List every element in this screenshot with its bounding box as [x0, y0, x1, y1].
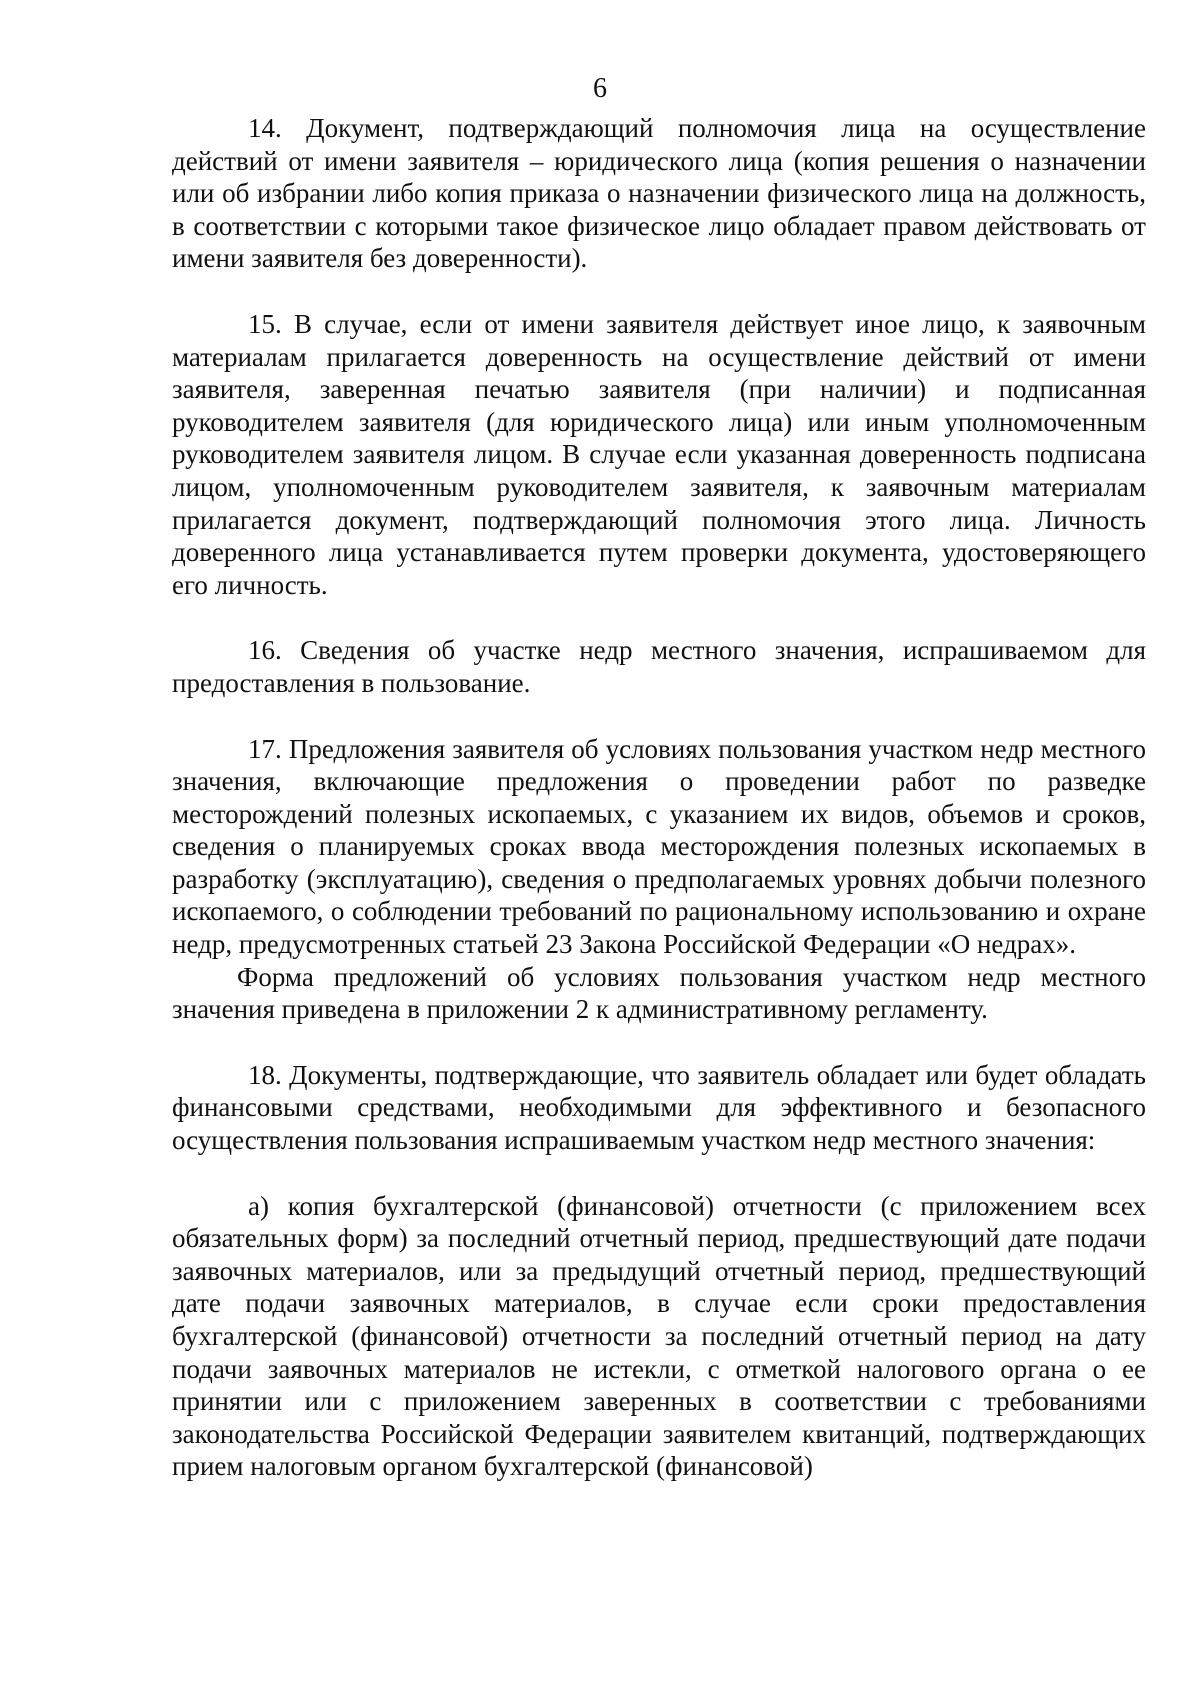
paragraph-18: 18. Документы, подтверждающие, что заявитель обладает или будет обладать финансовыми средствами, необходимыми для эффективного и безопасного осуществления пользования испрашиваемым участком недр местного значения:	[172, 1059, 1146, 1156]
paragraph-15: 15. В случае, если от имени заявителя действует иное лицо, к заявочным материалам прилагается доверенность на осуществление действий от имени заявителя, заверенная печатью заявителя (при наличии) и подписанная руководителем заявителя (для юридического лица) или иным уполномоченным руководителем заявителя лицом. В случае если указанная доверенность подписана лицом, уполномоченным руководителем заявителя, к заявочным материалам прилагается документ, подтверждающий полномочия этого лица. Личность доверенного лица устанавливается путем проверки документа, удостоверяющего его личность.	[172, 308, 1146, 600]
paragraph-17: 17. Предложения заявителя об условиях пользования участком недр местного значения, включающие предложения о проведении работ по разведке месторождений полезных ископаемых, с указанием их видов, объемов и сроков, сведения о планируемых сроках ввода месторождения полезных ископаемых в разработку (эксплуатацию), сведения о предполагаемых уровнях добычи полезного ископаемого, о соблюдении требований по рациональному использованию и охране недр, предусмотренных статьей 23 Закона Российской Федерации «О недрах».	[172, 733, 1146, 960]
page-number: 6	[593, 73, 607, 104]
document-body	[172, 112, 1146, 1483]
paragraph-14: 14. Документ, подтверждающий полномочия лица на осуществление действий от имени заявителя – юридического лица (копия решения о назначении или об избрании либо копия приказа о назначении физического лица на должность, в соответствии с которыми такое физическое лицо обладает правом действовать от имени заявителя без доверенности).	[172, 113, 1146, 274]
paragraph-17-form-note: Форма предложений об условиях пользования участком недр местного значения приведена в приложении 2 к административному регламенту.	[172, 961, 1146, 1025]
paragraph-18-a: а) копия бухгалтерской (финансовой) отчетности (с приложением всех обязательных форм) за последний отчетный период, предшествующий дате подачи заявочных материалов, или за предыдущий отчетный период, предшествующий дате подачи заявочных материалов, в случае если сроки предоставления бухгалтерской (финансовой) отчетности за последний отчетный период на дату подачи заявочных материалов не истекли, с отметкой налогового органа о ее принятии или с приложением заверенных в соответствии с требованиями законодательства Российской Федерации заявителем квитанций, подтверждающих прием налоговым органом бухгалтерской (финансовой)	[172, 1190, 1146, 1482]
paragraph-16: 16. Сведения об участке недр местного значения, испрашиваемом для предоставления в пользование.	[172, 635, 1146, 698]
